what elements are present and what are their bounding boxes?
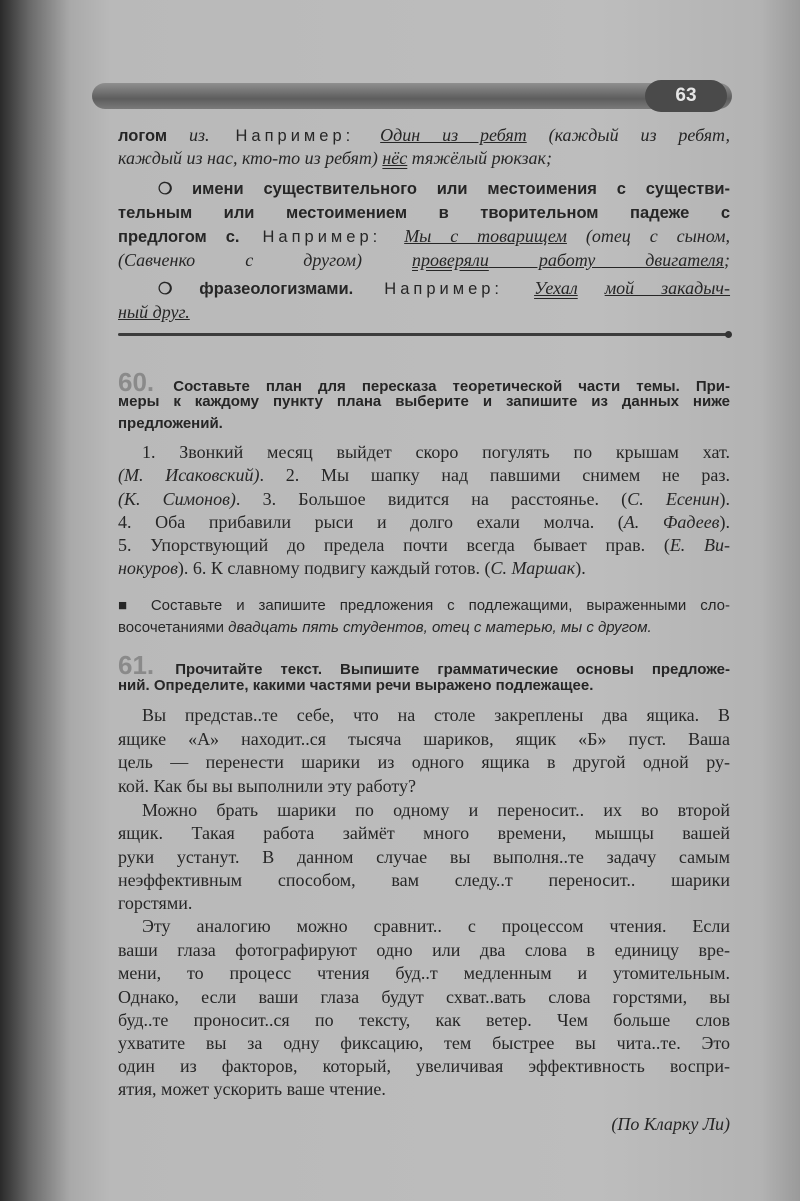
text-segment: . 3. Большое видится на расстоянье. ( bbox=[235, 489, 628, 509]
text-line bbox=[118, 389, 730, 411]
text-segment: ухватите вы за одну фиксацию, тем быстрее вы чита..те. Это bbox=[118, 1033, 730, 1053]
text-line bbox=[118, 511, 730, 533]
text-line bbox=[118, 557, 730, 579]
text-segment: . 2. Мы шапку над павшими снимем не раз. bbox=[259, 465, 730, 485]
text-segment: из. bbox=[189, 125, 210, 145]
text-line bbox=[118, 1032, 730, 1054]
text-segment: ный друг. bbox=[118, 302, 190, 322]
text-segment: ■ Составьте и запишите предложения с подлежащими, выраженными сло- bbox=[118, 597, 730, 614]
text-line bbox=[118, 464, 730, 486]
text-segment: 1. Звонкий месяц выйдет скоро погулять по крышам хат. bbox=[142, 442, 730, 462]
text-segment: ). bbox=[719, 512, 730, 532]
text-line bbox=[118, 846, 730, 868]
exercise-60-note bbox=[118, 593, 730, 615]
text-line bbox=[118, 225, 730, 247]
text-segment: фразеологизмами. bbox=[199, 280, 354, 298]
text-line bbox=[118, 751, 730, 773]
text-segment: Е. Ви- bbox=[669, 535, 730, 555]
text-segment: (По Кларку Ли) bbox=[611, 1114, 730, 1134]
text-segment: руки устанут. В данном случае вы выполня..те задачу самым bbox=[118, 847, 730, 867]
text-segment: ). bbox=[719, 489, 730, 509]
text-segment: Мы с товарищем bbox=[404, 226, 567, 246]
text-line bbox=[118, 673, 730, 695]
text-segment: предложений. bbox=[118, 415, 223, 432]
text-segment: ; bbox=[724, 250, 730, 270]
text-segment: мой закадыч- bbox=[604, 278, 731, 298]
text-segment: буд..те проносит..ся по тексту, как ветер. Чем больше слов bbox=[118, 1010, 730, 1030]
text-segment: каждый из нас, кто-то из ребят) bbox=[118, 148, 383, 168]
text-line bbox=[118, 939, 730, 961]
exercise-number: 61. bbox=[118, 650, 176, 680]
text-segment: (Савченко с другом) bbox=[118, 250, 413, 270]
text-line bbox=[118, 249, 730, 271]
text-segment: имени существительного или местоимения с существи- bbox=[192, 180, 730, 198]
text-segment: нёс bbox=[382, 148, 408, 168]
text-segment: Прочитайте текст. Выпишите грамматические основы предложе- bbox=[175, 661, 730, 678]
text-segment: Однако, если ваши глаза будут схват..вать слова горстями, вы bbox=[118, 987, 730, 1007]
text-line bbox=[118, 962, 730, 984]
text-segment: С. Есенин bbox=[627, 489, 720, 509]
text-segment: (М. Исаковский) bbox=[118, 465, 260, 485]
bullet-icon: ❍ bbox=[158, 181, 193, 198]
text-line bbox=[118, 892, 730, 914]
text-segment: Вы представ..те себе, что на столе закреплены два ящика. В bbox=[142, 705, 730, 725]
text-line bbox=[158, 277, 730, 299]
text-line bbox=[118, 534, 730, 556]
text-segment: мени, то процесс чтения буд..т медленным и утомительным. bbox=[118, 963, 730, 983]
exercise-number: 60. bbox=[118, 367, 174, 397]
text-segment: меры к каждому пункту плана выберите и запишите из данных ниже bbox=[118, 393, 730, 410]
text-line bbox=[158, 177, 730, 199]
text-segment: ). 6. К славному подвигу каждый готов. ( bbox=[177, 558, 491, 578]
text-line bbox=[142, 915, 730, 937]
text-line bbox=[118, 201, 730, 223]
text-segment: ). bbox=[575, 558, 586, 578]
text-segment: Составьте план для пересказа теоретической части темы. При- bbox=[173, 378, 730, 395]
text-line bbox=[118, 615, 730, 637]
text-segment: А. Фадеев bbox=[623, 512, 720, 532]
text-segment: 4. Оба прибавили рыси и долго ехали молча. ( bbox=[118, 512, 624, 532]
text-segment: С. Маршак bbox=[490, 558, 576, 578]
text-line bbox=[118, 147, 730, 169]
text-segment: тельным или местоимением в творительном падеже с bbox=[118, 204, 730, 222]
text-segment: Например: bbox=[353, 280, 535, 298]
text-segment: восочетаниями bbox=[118, 619, 229, 636]
text-line bbox=[118, 728, 730, 750]
text-segment: горстями. bbox=[118, 893, 193, 913]
text-segment: логом bbox=[118, 127, 190, 145]
text-line bbox=[142, 704, 730, 726]
text-segment: цель — перенести шарики из одного ящика в другой одной ру- bbox=[118, 752, 730, 772]
text-line bbox=[118, 869, 730, 891]
text-line bbox=[118, 986, 730, 1008]
text-segment: работу двигателя bbox=[488, 250, 724, 270]
text-line bbox=[118, 488, 730, 510]
text-segment: предлогом с. bbox=[118, 228, 240, 246]
page-number: 63 bbox=[645, 80, 727, 112]
text-segment: 5. Упорствующий до предела почти всегда бывает прав. ( bbox=[118, 535, 670, 555]
text-segment: Можно брать шарики по одному и переносит.. их во второй bbox=[142, 800, 730, 820]
text-segment: кой. Как бы вы выполнили эту работу? bbox=[118, 776, 417, 796]
bullet-icon: ❍ bbox=[158, 281, 200, 298]
text-segment: один из факторов, который, увеличивая эффективность воспри- bbox=[118, 1056, 730, 1076]
text-line bbox=[118, 822, 730, 844]
text-segment: Один из ребят bbox=[380, 125, 527, 145]
text-segment: ящике «А» находит..ся тысяча шариков, ящик «Б» пуст. Ваша bbox=[118, 729, 730, 749]
text-segment: проверяли bbox=[412, 250, 489, 270]
text-segment: ятия, может ускорить ваше чтение. bbox=[118, 1079, 386, 1099]
text-segment: ваши глаза фотографируют одно или два слова в единицу вре- bbox=[118, 940, 730, 960]
text-segment: (К. Симонов) bbox=[118, 489, 236, 509]
text-line bbox=[118, 1009, 730, 1031]
text-segment: ящик. Такая работа займёт много времени, мышцы вашей bbox=[118, 823, 730, 843]
text-source bbox=[118, 1113, 730, 1135]
text-segment: (отец с сыном, bbox=[566, 226, 730, 246]
text-segment: (каждый из ребят, bbox=[526, 125, 731, 145]
text-line bbox=[142, 799, 730, 821]
text-segment: Эту аналогию можно сравнит.. с процессом чтения. Если bbox=[142, 916, 730, 936]
text-segment: нокуров bbox=[118, 558, 178, 578]
page-header-bar bbox=[92, 83, 732, 109]
text-segment: Уехал bbox=[534, 278, 578, 298]
text-line bbox=[118, 301, 730, 323]
text-segment: тяжёлый рюкзак; bbox=[407, 148, 552, 168]
text-line bbox=[118, 1078, 730, 1100]
text-segment: неэффективным способом, вам следу..т переносит.. шарики bbox=[118, 870, 730, 890]
text-line bbox=[142, 441, 730, 463]
text-segment: Например: bbox=[239, 228, 405, 246]
text-line bbox=[118, 124, 730, 146]
text-segment: ний. Определите, какими частями речи выражено подлежащее. bbox=[118, 677, 594, 694]
text-segment bbox=[578, 278, 605, 298]
text-line bbox=[118, 411, 730, 433]
text-segment: двадцать пять студентов, отец с матерью, мы с другом. bbox=[228, 619, 652, 636]
text-line bbox=[118, 775, 730, 797]
text-segment: Например: bbox=[209, 127, 381, 145]
text-line bbox=[118, 1055, 730, 1077]
section-divider bbox=[118, 333, 728, 336]
